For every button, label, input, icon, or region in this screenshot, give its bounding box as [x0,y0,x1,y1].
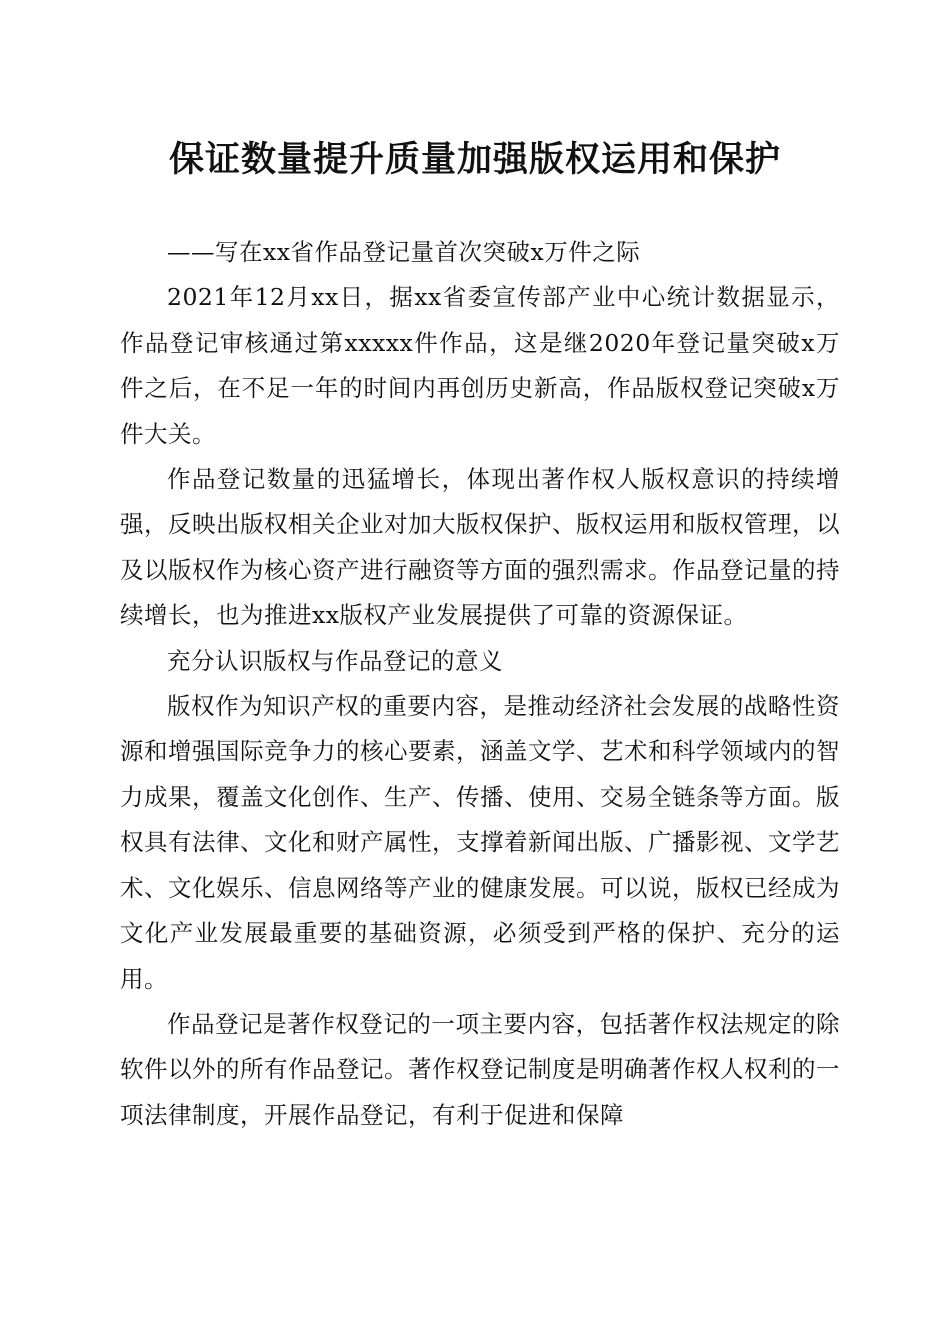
document-title: 保证数量提升质量加强版权运用和保护 [168,139,781,180]
paragraph-3: 版权作为知识产权的重要内容，是推动经济社会发展的战略性资源和增强国际竞争力的核心要素，涵盖文学、艺术和科学领域内的智力成果，覆盖文化创作、生产、传播、使用、交易全链条等方面。版权具有法律、文化和财产属性，支撑着新闻出版、广播影视、文学艺术、文化娱乐、信息网络等产业的健康发展。可以说，版权已经成为文化产业发展最重要的基础资源，必须受到严格的保护、充分的运用。 [120,692,840,993]
paragraph-4: 作品登记是著作权登记的一项主要内容，包括著作权法规定的除软件以外的所有作品登记。著作权登记制度是明确著作权人权利的一项法律制度，开展作品登记，有利于促进和保障 [120,1009,840,1129]
section-heading: 充分认识版权与作品登记的意义 [167,646,503,675]
subtitle-line: ——写在xx省作品登记量首次突破x万件之际 [167,238,641,266]
document-body [120,230,840,1138]
paragraph-2: 作品登记数量的迅猛增长，体现出著作权人版权意识的持续增强，反映出版权相关企业对加大版权保护、版权运用和版权管理，以及以版权作为核心资产进行融资等方面的强烈需求。作品登记量的持续增长，也为推进xx版权产业发展提供了可靠的资源保证。 [120,465,840,630]
paragraph-1: 2021年12月xx日，据xx省委宣传部产业中心统计数据显示，作品登记审核通过第xxxxx件作品，这是继2020年登记量突破x万件之后，在不足一年的时间内再创历史新高，作品版权登记突破x万件大关。 [120,283,840,448]
